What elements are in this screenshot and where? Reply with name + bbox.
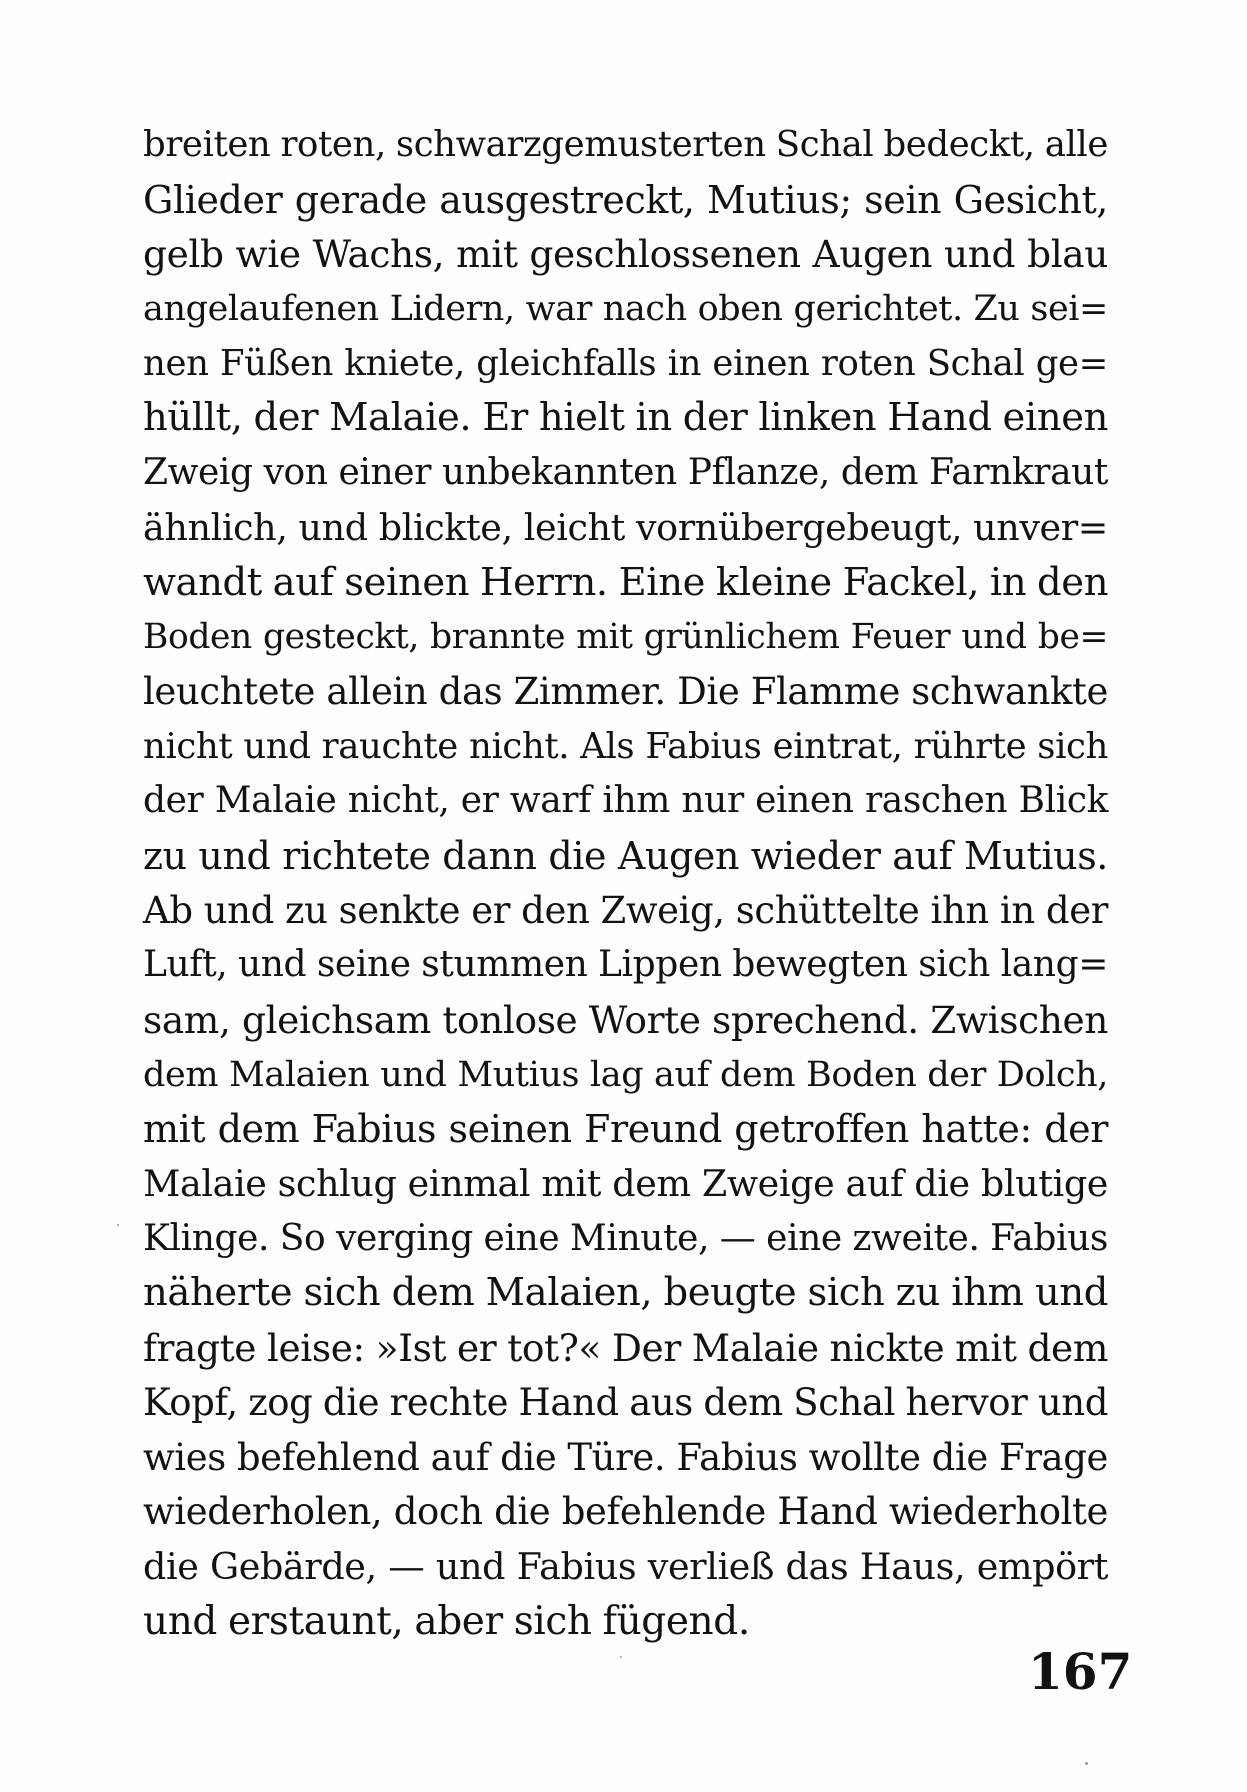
body-text bbox=[143, 118, 1108, 1649]
text-line: Klinge. So verging eine Minute, — eine zweite. Fabius bbox=[143, 1217, 1108, 1259]
text-line: angelaufenen Lidern, war nach oben gerichtet. Zu sei= bbox=[143, 289, 1108, 330]
scan-speck bbox=[1085, 1762, 1088, 1765]
text-line: wandt auf seinen Herrn. Eine kleine Fackel, in den bbox=[143, 559, 1109, 605]
text-line: nicht und rauchte nicht. Als Fabius eintrat, rührte sich bbox=[143, 725, 1108, 767]
scan-speck bbox=[117, 1224, 119, 1226]
text-line-last: und erstaunt, aber sich fügend. bbox=[143, 1598, 750, 1644]
text-line: gelb wie Wachs, mit geschlossenen Augen und blau bbox=[143, 232, 1108, 277]
text-line: breiten roten, schwarzgemusterten Schal bedeckt, alle bbox=[143, 124, 1108, 165]
text-line: mit dem Fabius seinen Freund getroffen hatte: der bbox=[143, 1107, 1108, 1152]
text-line: sam, gleichsam tonlose Worte sprechend. Zwischen bbox=[143, 998, 1108, 1042]
text-line: nen Füßen kniete, gleichfalls in einen roten Schal ge= bbox=[143, 342, 1108, 384]
text-line: Zweig von einer unbekannten Pflanze, dem Farnkraut bbox=[143, 452, 1108, 494]
text-line: die Gebärde, — und Fabius verließ das Haus, empört bbox=[143, 1544, 1108, 1588]
text-line: näherte sich dem Malaien, beugte sich zu ihm und bbox=[143, 1270, 1108, 1316]
text-line: Kopf, zog die rechte Hand aus dem Schal hervor und bbox=[143, 1380, 1108, 1424]
text-line: Luft, und seine stummen Lippen bewegten sich lang= bbox=[143, 944, 1108, 986]
text-line: Boden gesteckt, brannte mit grünlichem Feuer und be= bbox=[143, 617, 1108, 658]
text-line: Glieder gerade ausgestreckt, Mutius; sein Gesicht, bbox=[143, 177, 1108, 222]
text-line: dem Malaien und Mutius lag auf dem Boden der Dolch, bbox=[143, 1054, 1108, 1095]
text-line: zu und richtete dann die Augen wieder auf Mutius. bbox=[143, 833, 1108, 878]
text-line: der Malaie nicht, er warf ihm nur einen raschen Blick bbox=[143, 780, 1108, 822]
text-line: Malaie schlug einmal mit dem Zweige auf die blutige bbox=[143, 1162, 1108, 1206]
text-line: ähnlich, und blickte, leicht vornübergebeugt, unver= bbox=[143, 505, 1108, 549]
text-line: wies befehlend auf die Türe. Fabius wollte die Frage bbox=[143, 1435, 1108, 1479]
scan-speck bbox=[620, 1656, 622, 1658]
text-line: wiederholen, doch die befehlende Hand wiederholte bbox=[143, 1490, 1108, 1534]
text-line: hüllt, der Malaie. Er hielt in der linken Hand einen bbox=[143, 395, 1108, 441]
text-line: Ab und zu senkte er den Zweig, schüttelte ihn in der bbox=[143, 888, 1108, 932]
text-line: fragte leise: »Ist er tot?« Der Malaie nickte mit dem bbox=[143, 1326, 1108, 1371]
page-number: 167 bbox=[1028, 1642, 1133, 1701]
text-line: leuchtete allein das Zimmer. Die Flamme schwankte bbox=[143, 669, 1108, 713]
